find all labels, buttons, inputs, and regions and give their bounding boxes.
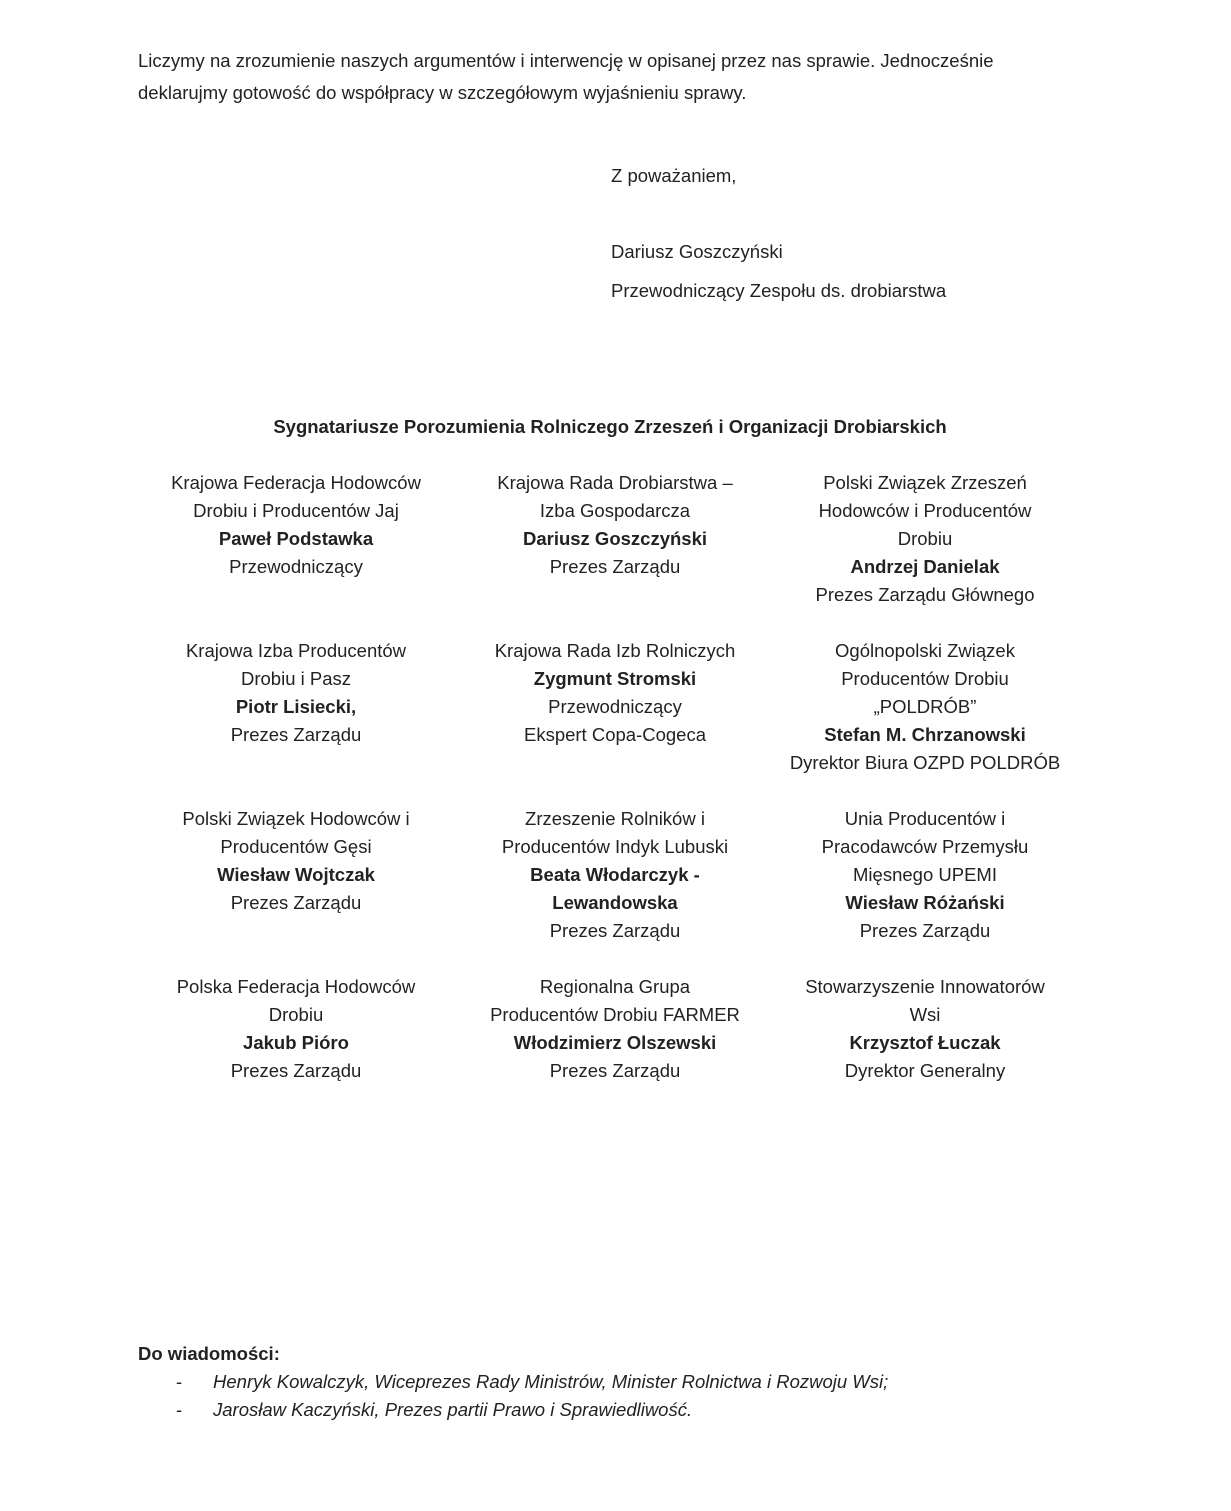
signatory-name: Wiesław Wojtczak [217, 864, 375, 885]
signer-name: Dariusz Goszczyński [611, 241, 783, 262]
signatory-org: Stowarzyszenie Innowatorów [805, 976, 1045, 997]
signatory-name: Paweł Podstawka [218, 528, 374, 549]
signatory-title: Prezes Zarządu [549, 920, 681, 941]
signatory-org: Pracodawców Przemysłu [821, 836, 1029, 857]
signatory-org: Unia Producentów i [844, 808, 1006, 829]
signatory-title: Dyrektor Biura OZPD POLDRÓB [789, 752, 1061, 773]
signatory-title: Prezes Zarządu [230, 1060, 362, 1081]
salutation: Z poważaniem, [611, 165, 737, 186]
cc-heading: Do wiadomości: [138, 1343, 280, 1364]
signatory-org: Drobiu i Producentów Jaj [193, 500, 399, 521]
signatories-heading: Sygnatariusze Porozumienia Rolniczego Zrzeszeń i Organizacji Drobiarskich [273, 416, 947, 437]
signatory-name: Piotr Lisiecki, [235, 696, 357, 717]
cc-item: Jarosław Kaczyński, Prezes partii Prawo i Sprawiedliwość. [213, 1399, 693, 1420]
signatory-org: Polski Związek Hodowców i [182, 808, 410, 829]
signatory-org: Producentów Drobiu [841, 668, 1009, 689]
signatory-block [450, 469, 780, 581]
signatory-block [450, 637, 780, 749]
signatory-org: Mięsnego UPEMI [853, 864, 997, 885]
signatory-org: Hodowców i Producentów [818, 500, 1032, 521]
signatory-title: Ekspert Copa-Cogeca [523, 724, 706, 745]
signatory-org: Drobiu [897, 528, 953, 549]
signatory-name: Andrzej Danielak [850, 556, 1000, 577]
signatory-org: Regionalna Grupa [539, 976, 691, 997]
signatory-title: Prezes Zarządu [859, 920, 991, 941]
closing-paragraph [138, 45, 994, 109]
signatory-org: Drobiu [268, 1004, 324, 1025]
signatory-block [760, 637, 1090, 777]
cc-item: Henryk Kowalczyk, Wiceprezes Rady Ministrów, Minister Rolnictwa i Rozwoju Wsi; [213, 1371, 889, 1392]
signatory-title: Przewodniczący [229, 556, 363, 577]
paragraph-line: deklarujmy gotowość do współpracy w szczegółowym wyjaśnieniu sprawy. [138, 82, 747, 103]
signatory-org: Krajowa Izba Producentów [185, 640, 407, 661]
signatory-org: Producentów Indyk Lubuski [501, 836, 729, 857]
signatory-block [131, 805, 461, 917]
signatory-block [131, 637, 461, 749]
signatory-org: Polski Związek Zrzeszeń [823, 472, 1027, 493]
signatory-org: Drobiu i Pasz [240, 668, 351, 689]
signatory-name: Zygmunt Stromski [533, 668, 697, 689]
signatory-title: Prezes Zarządu [549, 1060, 681, 1081]
signatory-block [131, 973, 461, 1085]
signatory-name: Krzysztof Łuczak [849, 1032, 1001, 1053]
signatory-org: Producentów Drobiu FARMER [490, 1004, 740, 1025]
signatory-name: Jakub Pióro [243, 1032, 349, 1053]
signatory-org: Wsi [909, 1004, 941, 1025]
signatory-block [450, 973, 780, 1085]
signatory-org: Producentów Gęsi [220, 836, 372, 857]
signatory-title: Prezes Zarządu Głównego [815, 584, 1035, 605]
signatory-name: Stefan M. Chrzanowski [824, 724, 1026, 745]
signatory-block [760, 805, 1090, 945]
signatory-name: Włodzimierz Olszewski [513, 1032, 717, 1053]
signatory-block [760, 469, 1090, 609]
signatory-block [131, 469, 461, 581]
cc-bullet: - [176, 1399, 183, 1420]
signatory-org: Zrzeszenie Rolników i [525, 808, 705, 829]
signatory-title: Prezes Zarządu [230, 724, 362, 745]
signatory-org: Ogólnopolski Związek [835, 640, 1015, 661]
signatory-name: Wiesław Różański [845, 892, 1005, 913]
cc-bullet: - [176, 1371, 183, 1392]
signer-title: Przewodniczący Zespołu ds. drobiarstwa [611, 280, 947, 301]
signatory-title: Dyrektor Generalny [844, 1060, 1006, 1081]
signatory-block [760, 973, 1090, 1085]
paragraph-line: Liczymy na zrozumienie naszych argumentów i interwencję w opisanej przez nas sprawie. Jednocześnie [138, 50, 994, 71]
signatory-org: Krajowa Rada Izb Rolniczych [494, 640, 736, 661]
signatory-title: Prezes Zarządu [549, 556, 681, 577]
signatory-org: Polska Federacja Hodowców [176, 976, 416, 997]
signatory-name: Dariusz Goszczyński [522, 528, 708, 549]
signatory-name: Lewandowska [552, 892, 678, 913]
signatory-org: Krajowa Rada Drobiarstwa – [497, 472, 733, 493]
signatory-block [450, 805, 780, 945]
signatory-org: „POLDRÓB” [873, 696, 977, 717]
signatory-org: Izba Gospodarcza [539, 500, 691, 521]
signatory-title: Prezes Zarządu [230, 892, 362, 913]
signatory-title: Przewodniczący [548, 696, 682, 717]
signatory-name: Beata Włodarczyk - [530, 864, 700, 885]
signatory-org: Krajowa Federacja Hodowców [171, 472, 421, 493]
